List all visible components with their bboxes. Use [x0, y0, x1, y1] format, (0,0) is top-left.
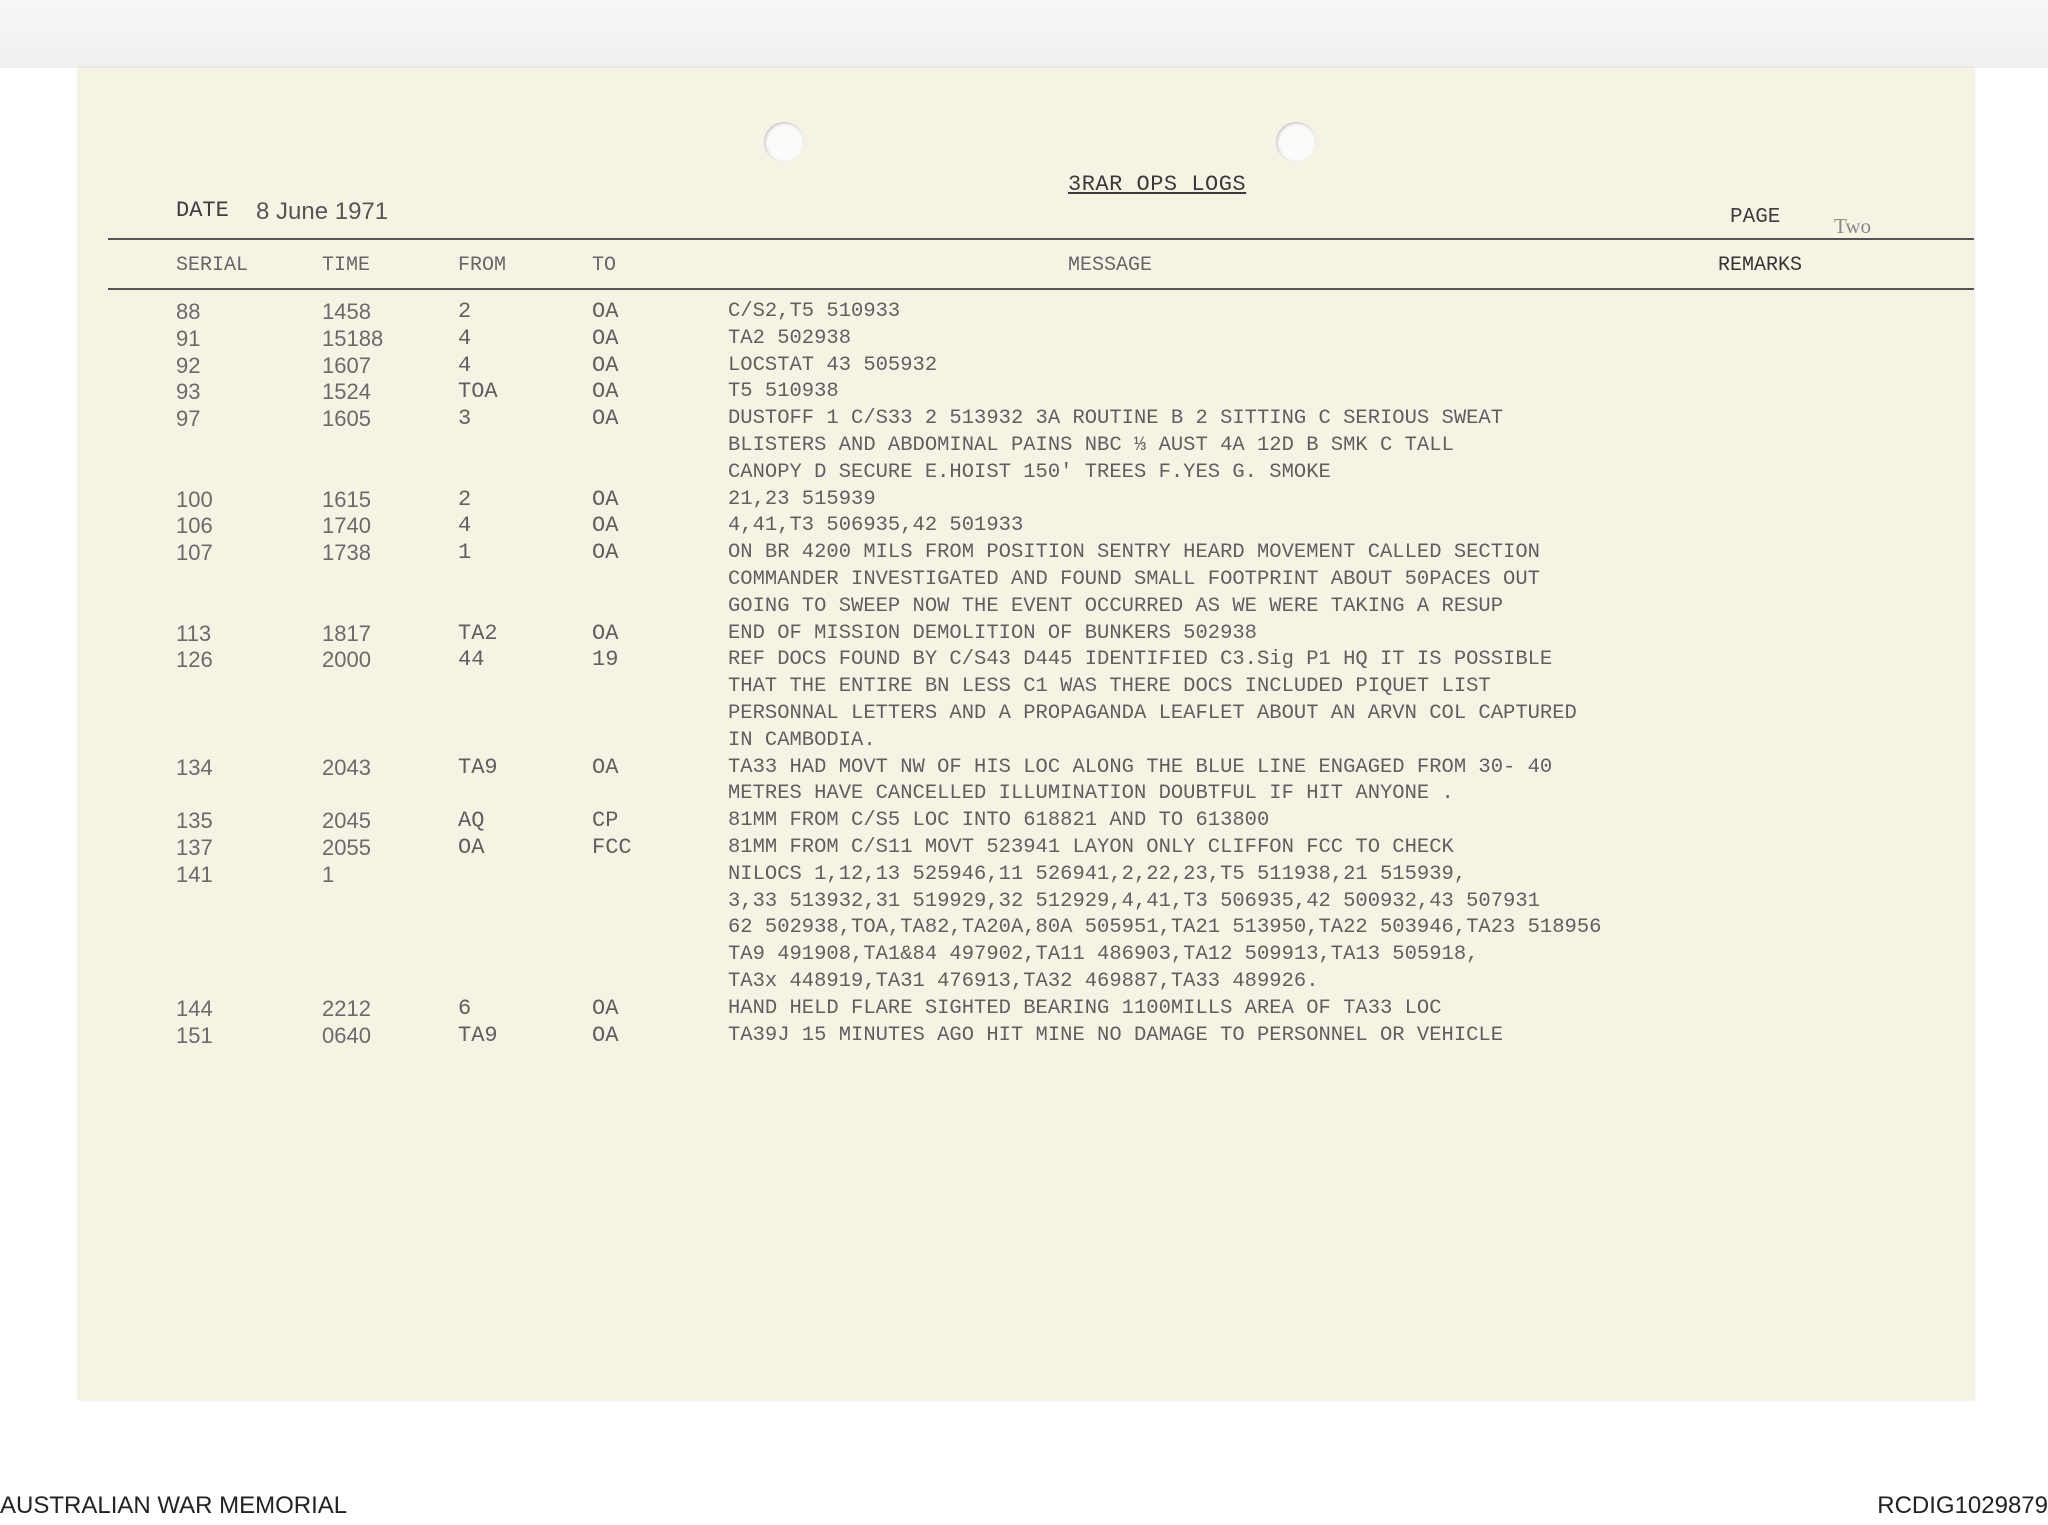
scan-background	[0, 0, 2048, 68]
time-cell: 1524	[322, 379, 371, 405]
serial-cell: 137	[176, 835, 213, 860]
time-cell: 1817	[322, 620, 371, 646]
message-line: CANOPY D SECURE E.HOIST 150' TREES F.YES G. SMOKE	[728, 460, 1331, 484]
serial-cell: 144	[176, 995, 213, 1021]
from-cell: TA2	[458, 620, 498, 646]
time-cell: 1	[322, 861, 335, 887]
col-header-message: MESSAGE	[1068, 254, 1153, 277]
time-cell: 2212	[322, 995, 371, 1021]
from-cell: 6	[458, 995, 472, 1021]
time-cell: 2045	[322, 808, 371, 834]
message-line: DUSTOFF 1 C/S33 2 513932 3A ROUTINE B 2 SITTING C SERIOUS SWEAT	[728, 407, 1504, 431]
to-cell: CP	[592, 808, 619, 834]
date-label: DATE	[176, 198, 229, 223]
log-entry-row	[0, 325, 2048, 353]
punch-hole-left	[764, 122, 804, 162]
message-line: NILOCS 1,12,13 525946,11 526941,2,22,23,T5 511938,21 515939,	[728, 862, 1467, 886]
message-line: TA39J 15 MINUTES AGO HIT MINE NO DAMAGE TO PERSONNEL OR VEHICLE	[728, 1023, 1504, 1047]
message-line: T5 510938	[728, 380, 839, 404]
col-header-serial: SERIAL	[176, 254, 249, 277]
time-cell: 0640	[322, 1022, 371, 1048]
col-header-remarks: REMARKS	[1718, 254, 1803, 277]
serial-cell: 107	[176, 540, 213, 566]
message-line: 4,41,T3 506935,42 501933	[728, 514, 1024, 538]
serial-cell: 106	[176, 513, 213, 539]
serial-cell: 134	[176, 754, 213, 780]
serial-cell: 92	[176, 352, 201, 378]
to-cell: OA	[592, 1022, 619, 1048]
to-cell: OA	[592, 325, 619, 351]
time-cell: 1458	[322, 299, 371, 324]
message-line: LOCSTAT 43 505932	[728, 353, 938, 377]
time-cell: 2055	[322, 835, 371, 860]
to-cell: OA	[592, 620, 619, 646]
serial-cell: 126	[176, 647, 213, 673]
message-line: IN CAMBODIA.	[728, 728, 876, 752]
header-bottom-rule	[108, 288, 1974, 290]
from-cell: 4	[458, 513, 472, 539]
document-title: 3RAR OPS LOGS	[1068, 172, 1247, 197]
message-line: METRES HAVE CANCELLED ILLUMINATION DOUBTFUL IF HIT ANYONE .	[728, 782, 1454, 806]
to-cell: FCC	[592, 835, 632, 860]
message-line: 3,33 513932,31 519929,32 512929,4,41,T3 506935,42 500932,43 507931	[728, 889, 1540, 913]
header-top-rule	[108, 238, 1974, 240]
message-line: HAND HELD FLARE SIGHTED BEARING 1100MILLS AREA OF TA33 LOC	[728, 996, 1442, 1020]
col-header-from: FROM	[458, 254, 507, 277]
footer-record-id: RCDIG1029879	[1877, 1492, 2048, 1519]
to-cell: OA	[592, 995, 619, 1021]
log-entry-row	[0, 298, 2048, 326]
to-cell: OA	[592, 352, 619, 378]
message-line: COMMANDER INVESTIGATED AND FOUND SMALL FOOTPRINT ABOUT 50PACES OUT	[728, 568, 1540, 591]
from-cell: TA9	[458, 754, 498, 780]
log-entry-row	[0, 486, 2048, 514]
message-line: 81MM FROM C/S11 MOVT 523941 LAYON ONLY CLIFFON FCC TO CHECK	[728, 836, 1454, 859]
message-line: C/S2,T5 510933	[728, 300, 901, 323]
from-cell: OA	[458, 835, 485, 860]
page-value: Two	[1834, 214, 1872, 238]
date-value: 8 June 1971	[256, 198, 389, 225]
log-entry-row	[0, 512, 2048, 540]
message-line: THAT THE ENTIRE BN LESS C1 WAS THERE DOCS INCLUDED PIQUET LIST	[728, 675, 1491, 699]
message-line: ON BR 4200 MILS FROM POSITION SENTRY HEARD MOVEMENT CALLED SECTION	[728, 541, 1540, 565]
to-cell: OA	[592, 486, 619, 512]
from-cell: 2	[458, 486, 472, 512]
serial-cell: 91	[176, 325, 201, 351]
to-cell: OA	[592, 540, 619, 566]
serial-cell: 151	[176, 1022, 213, 1048]
to-cell: OA	[592, 299, 619, 324]
message-line: TA33 HAD MOVT NW OF HIS LOC ALONG THE BLUE LINE ENGAGED FROM 30- 40	[728, 755, 1553, 779]
to-cell: OA	[592, 379, 619, 405]
time-cell: 2043	[322, 754, 371, 780]
page-label: PAGE	[1730, 206, 1781, 229]
from-cell: 44	[458, 647, 485, 673]
message-line: BLISTERS AND ABDOMINAL PAINS NBC ⅓ AUST 4A 12D B SMK C TALL	[728, 434, 1454, 457]
from-cell: AQ	[458, 808, 485, 834]
from-cell: 3	[458, 406, 472, 432]
to-cell: OA	[592, 513, 619, 539]
from-cell: TOA	[458, 379, 498, 405]
from-cell: 4	[458, 352, 472, 378]
serial-cell: 141	[176, 861, 213, 887]
time-cell: 1738	[322, 540, 371, 566]
message-line: TA2 502938	[728, 326, 852, 350]
col-header-time: TIME	[322, 254, 371, 277]
serial-cell: 88	[176, 299, 201, 324]
message-line: 21,23 515939	[728, 487, 876, 511]
message-line: TA9 491908,TA1&84 497902,TA11 486903,TA12 509913,TA13 505918,	[728, 943, 1479, 967]
serial-cell: 97	[176, 406, 201, 432]
time-cell: 1607	[322, 352, 371, 378]
time-cell: 15188	[322, 325, 384, 351]
time-cell: 2000	[322, 647, 371, 673]
serial-cell: 100	[176, 486, 213, 512]
message-line: PERSONNAL LETTERS AND A PROPAGANDA LEAFLET ABOUT AN ARVN COL CAPTURED	[728, 702, 1577, 725]
time-cell: 1740	[322, 513, 371, 539]
message-line: TA3x 448919,TA31 476913,TA32 469887,TA33 489926.	[728, 970, 1319, 993]
from-cell: 2	[458, 299, 472, 324]
to-cell: 19	[592, 647, 619, 673]
log-entry-row	[0, 352, 2048, 380]
serial-cell: 93	[176, 379, 201, 405]
footer-archive-name: AUSTRALIAN WAR MEMORIAL	[0, 1492, 348, 1519]
serial-cell: 113	[176, 620, 212, 646]
log-entry-row	[0, 378, 2048, 406]
col-header-to: TO	[592, 254, 617, 277]
time-cell: 1615	[322, 486, 371, 512]
to-cell: OA	[592, 754, 619, 780]
from-cell: TA9	[458, 1022, 498, 1048]
from-cell: 4	[458, 325, 472, 351]
message-line: END OF MISSION DEMOLITION OF BUNKERS 502938	[728, 621, 1257, 645]
punch-hole-right	[1276, 122, 1316, 162]
time-cell: 1605	[322, 406, 371, 432]
message-line: GOING TO SWEEP NOW THE EVENT OCCURRED AS WE WERE TAKING A RESUP	[728, 594, 1504, 618]
from-cell: 1	[458, 540, 472, 566]
message-line: 81MM FROM C/S5 LOC INTO 618821 AND TO 613800	[728, 809, 1270, 833]
message-line: 62 502938,TOA,TA82,TA20A,80A 505951,TA21 513950,TA22 503946,TA23 518956	[728, 916, 1602, 940]
message-line: REF DOCS FOUND BY C/S43 D445 IDENTIFIED C3.Sig P1 HQ IT IS POSSIBLE	[728, 648, 1553, 672]
serial-cell: 135	[176, 808, 213, 834]
to-cell: OA	[592, 406, 619, 432]
